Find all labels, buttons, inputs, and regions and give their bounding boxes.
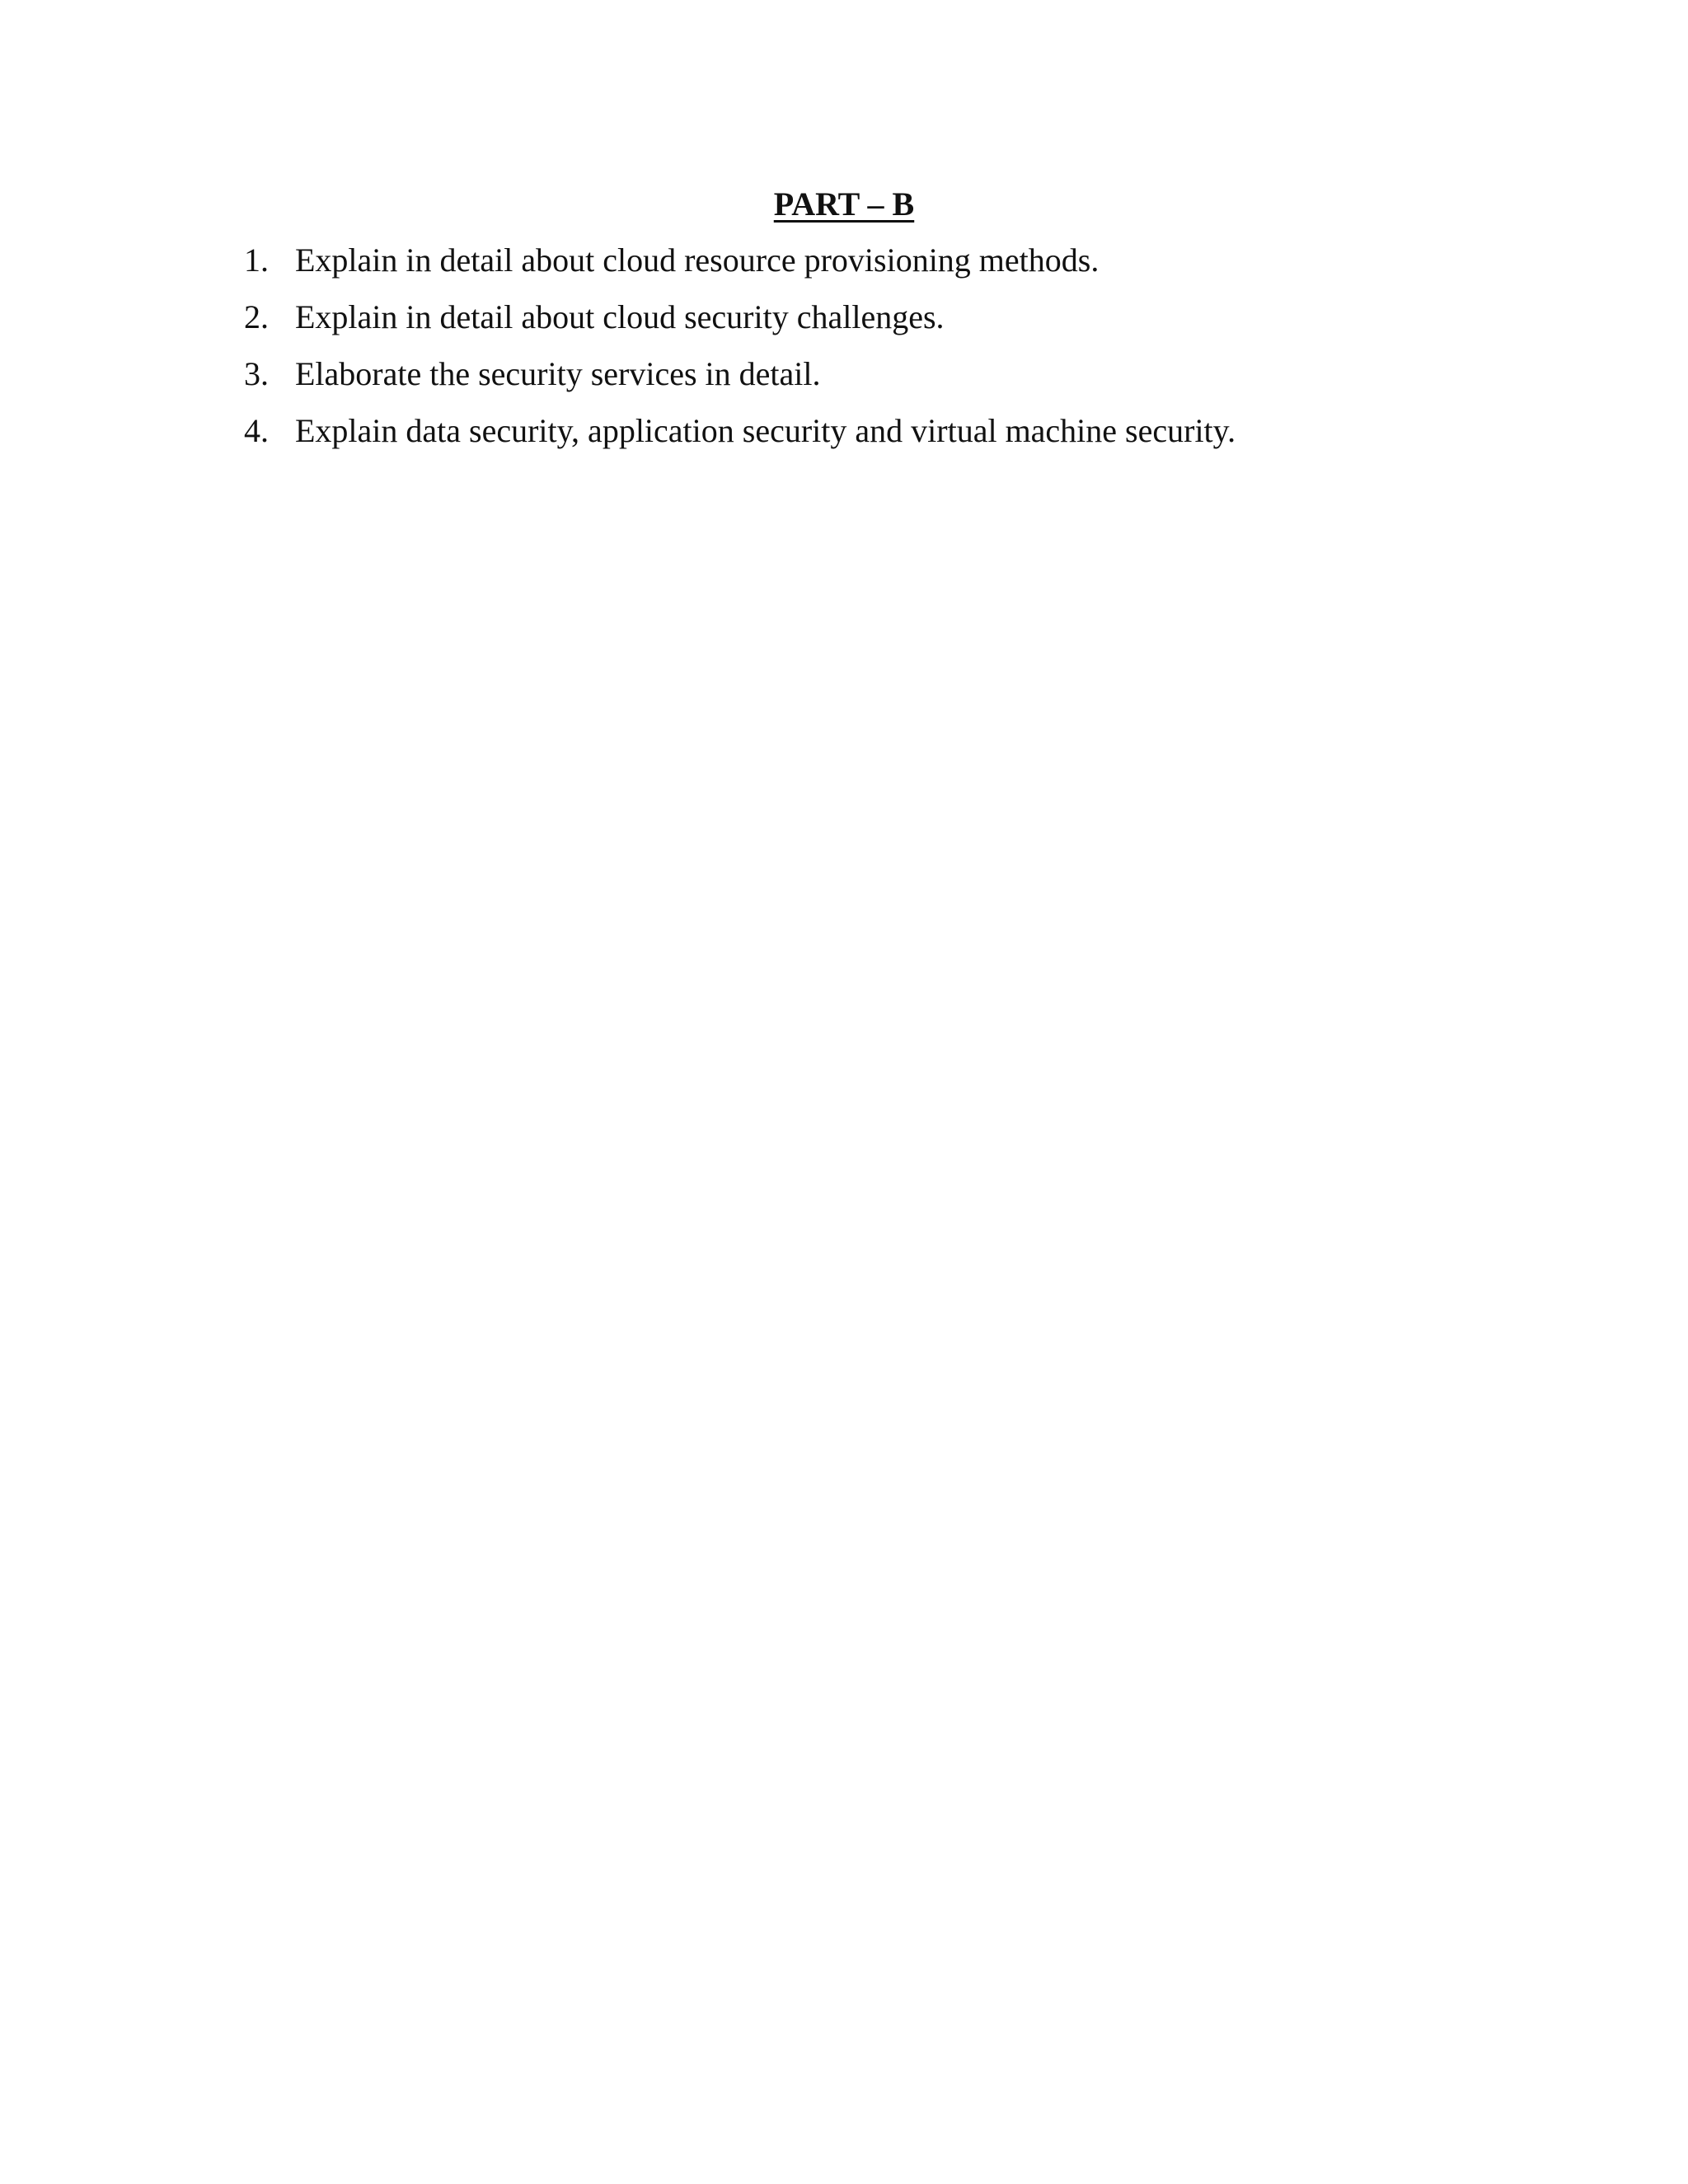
question-text: Explain in detail about cloud resource provisioning methods.	[295, 241, 1100, 279]
question-text: Elaborate the security services in detail.	[295, 355, 821, 392]
question-number: 2.	[244, 298, 269, 335]
section-heading-text: PART – B	[773, 185, 915, 223]
section-heading	[0, 183, 1688, 226]
question-text: Explain in detail about cloud security challenges.	[295, 298, 945, 335]
question-number: 3.	[244, 355, 269, 392]
question-item	[244, 406, 1236, 463]
question-number: 4.	[244, 412, 269, 449]
question-item	[244, 349, 1236, 406]
question-item	[244, 293, 1236, 349]
question-list	[244, 236, 1236, 463]
question-item	[244, 236, 1236, 293]
question-number: 1.	[244, 241, 269, 279]
question-text: Explain data security, application security and virtual machine security.	[295, 412, 1236, 449]
